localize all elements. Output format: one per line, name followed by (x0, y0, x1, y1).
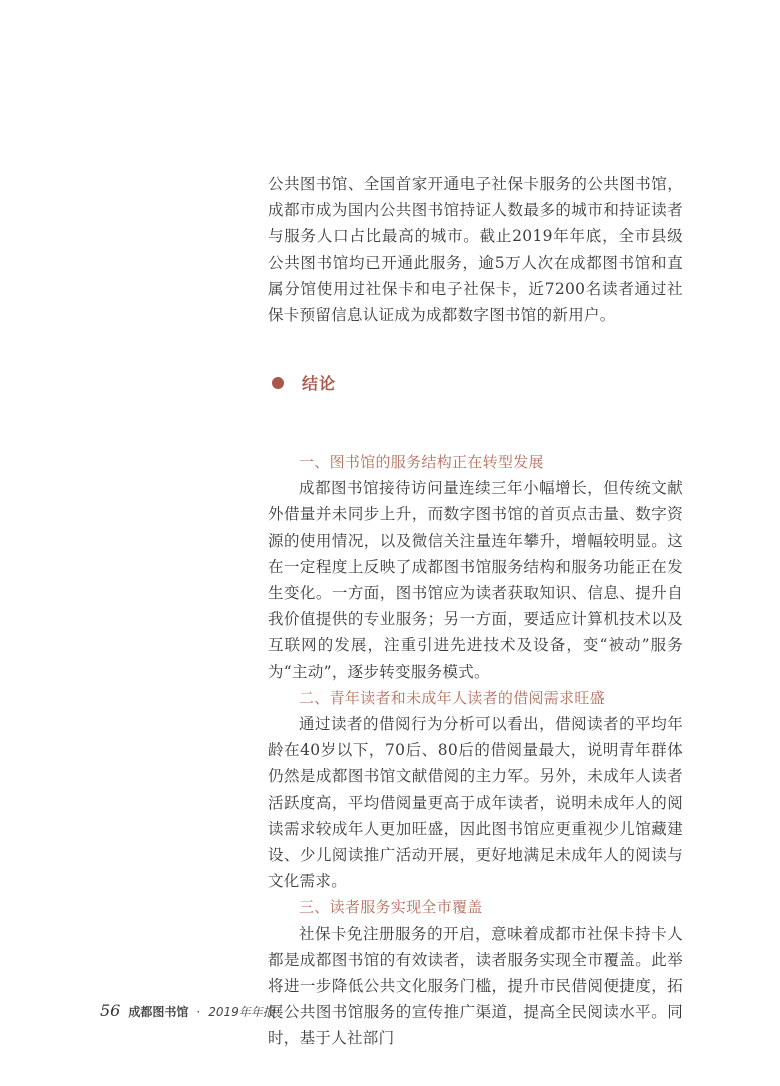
subsection-heading-1: 一、图书馆的服务结构正在转型发展 (299, 453, 544, 471)
page-footer (100, 1001, 275, 1020)
footer-report: 2019年年报 (208, 1005, 275, 1019)
conclusion-body (268, 449, 683, 1052)
subsection-paragraph-3: 社保卡免注册服务的开启，意味着成都市社保卡持卡人都是成都图书馆的有效读者，读者服务实现全市覆盖。此举将进一步降低公共文化服务门槛，提升市民借阅便捷度，拓展公共图书馆服务的宣传推广渠道，提高全民阅读水平。同时，基于人社部门 (268, 924, 683, 1048)
page-number: 56 (100, 1001, 121, 1020)
subsection-paragraph-1: 成都图书馆接待访问量连续三年小幅增长，但传统文献外借量并未同步上升，而数字图书馆的首页点击量、数字资源的使用情况，以及微信关注量连年攀升，增幅较明显。这在一定程度上反映了成都图书馆服务结构和服务功能正在发生变化。一方面，图书馆应为读者获取知识、信息、提升自我价值提供的专业服务；另一方面，要适应计算机技术以及互联网的发展，注重引进先进技术及设备，变“被动”服务为“主动”，逐步转变服务模式。 (268, 479, 683, 681)
footer-separator: · (196, 1005, 201, 1019)
footer-publication: 成都图书馆 (128, 1005, 189, 1019)
section-heading (272, 371, 336, 394)
section-title: 结论 (302, 374, 337, 393)
bullet-dot-icon (272, 377, 284, 389)
subsection-paragraph-2: 通过读者的借阅行为分析可以看出，借阅读者的平均年龄在40岁以下，70后、80后的借阅量最大，说明青年群体仍然是成都图书馆文献借阅的主力军。另外，未成年人读者活跃度高，平均借阅量更高于成年读者，说明未成年人的阅读需求较成年人更加旺盛，因此图书馆应更重视少儿馆藏建设、少儿阅读推广活动开展，更好地满足未成年人的阅读与文化需求。 (268, 715, 683, 891)
subsection-heading-2: 二、青年读者和未成年人读者的借阅需求旺盛 (299, 688, 606, 707)
subsection-heading-3: 三、读者服务实现全市覆盖 (299, 898, 483, 917)
intro-block (268, 171, 683, 328)
intro-paragraph: 公共图书馆、全国首家开通电子社保卡服务的公共图书馆，成都市成为国内公共图书馆持证人数最多的城市和持证读者与服务人口占比最高的城市。截止2019年年底，全市县级公共图书馆均已开通此服务，逾5万人次在成都图书馆和直属分馆使用过社保卡和电子社保卡，近7200名读者通过社保卡预留信息认证成为成都数字图书馆的新用户。 (268, 175, 683, 325)
